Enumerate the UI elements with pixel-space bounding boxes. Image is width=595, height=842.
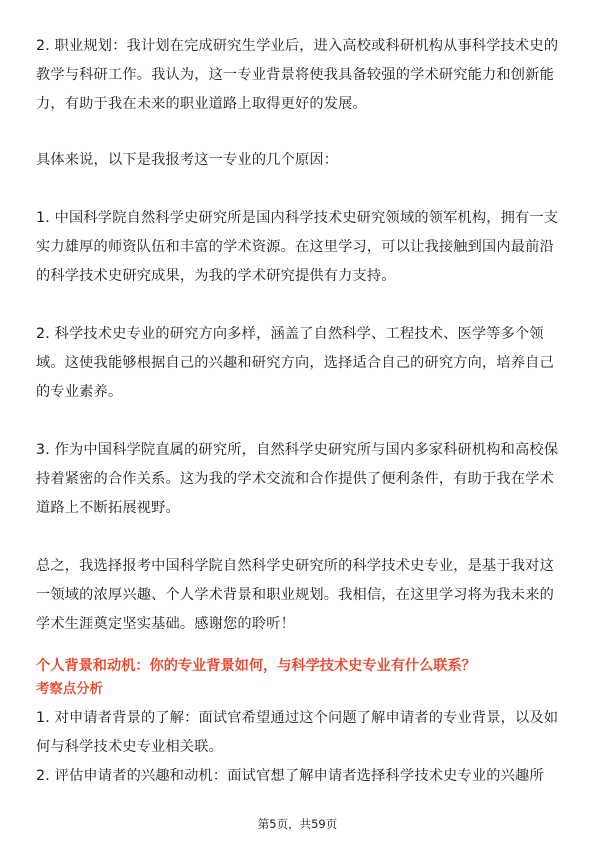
text-line: 域。这使我能够根据自己的兴趣和研究方向，选择适合自己的研究方向，培养自己	[36, 355, 554, 371]
paragraph-conclusion	[36, 552, 566, 639]
analysis-point-2	[36, 762, 566, 791]
text-line: 一领域的浓厚兴趣、个人学术背景和职业规划。我相信，在这里学习将为我未来的	[36, 587, 554, 603]
analysis-heading: 考察点分析	[36, 682, 103, 697]
text-line: 3. 作为中国科学院直属的研究所，自然科学史研究所与国内多家科研机构和高校保	[36, 442, 559, 458]
text-line: 2. 职业规划：我计划在完成研究生学业后，进入高校或科研机构从事科学技术史的	[36, 38, 559, 54]
analysis-point-1	[36, 704, 566, 762]
text-line: 力，有助于我在未来的职业道路上取得更好的发展。	[36, 96, 367, 112]
text-line: 1. 中国科学院自然科学史研究所是国内科学技术史研究领域的领军机构，拥有一支	[36, 210, 559, 226]
text-line: 持着紧密的合作关系。这为我的学术交流和合作提供了便利条件，有助于我在学术	[36, 471, 554, 487]
text-line: 何与科学技术史专业相关联。	[36, 739, 224, 755]
paragraph-reason-3	[36, 436, 566, 523]
text-line: 2. 评估申请者的兴趣和动机：面试官想了解申请者选择科学技术史专业的兴趣所	[36, 768, 544, 784]
text-line: 实力雄厚的师资队伍和丰富的学术资源。在这里学习，可以让我接触到国内最前沿	[36, 239, 554, 255]
text-line: 学术生涯奠定坚实基础。感谢您的聆听！	[36, 616, 295, 632]
text-line: 1. 对申请者背景的了解：面试官希望通过这个问题了解申请者的专业背景，以及如	[36, 710, 559, 726]
text-line: 总之，我选择报考中国科学院自然科学史研究所的科学技术史专业，是基于我对这	[36, 558, 554, 574]
text-line: 2. 科学技术史专业的研究方向多样，涵盖了自然科学、工程技术、医学等多个领	[36, 326, 544, 342]
text-line: 的专业素养。	[36, 384, 123, 400]
text-line: 教学与科研工作。我认为，这一专业背景将使我具备较强的学术研究能力和创新能	[36, 67, 554, 83]
paragraph-reasons-intro	[36, 146, 566, 175]
text-line: 具体来说，以下是我报考这一专业的几个原因：	[36, 152, 339, 168]
page-number: 第5页，共59页	[257, 817, 338, 831]
text-line: 道路上不断拓展视野。	[36, 500, 180, 516]
text-line: 的科学技术史研究成果，为我的学术研究提供有力支持。	[36, 268, 396, 284]
paragraph-reason-2	[36, 320, 566, 407]
question-title: 个人背景和动机：你的专业背景如何，与科学技术史专业有什么联系？	[36, 658, 476, 674]
paragraph-career-plan	[36, 32, 566, 119]
paragraph-reason-1	[36, 204, 566, 291]
